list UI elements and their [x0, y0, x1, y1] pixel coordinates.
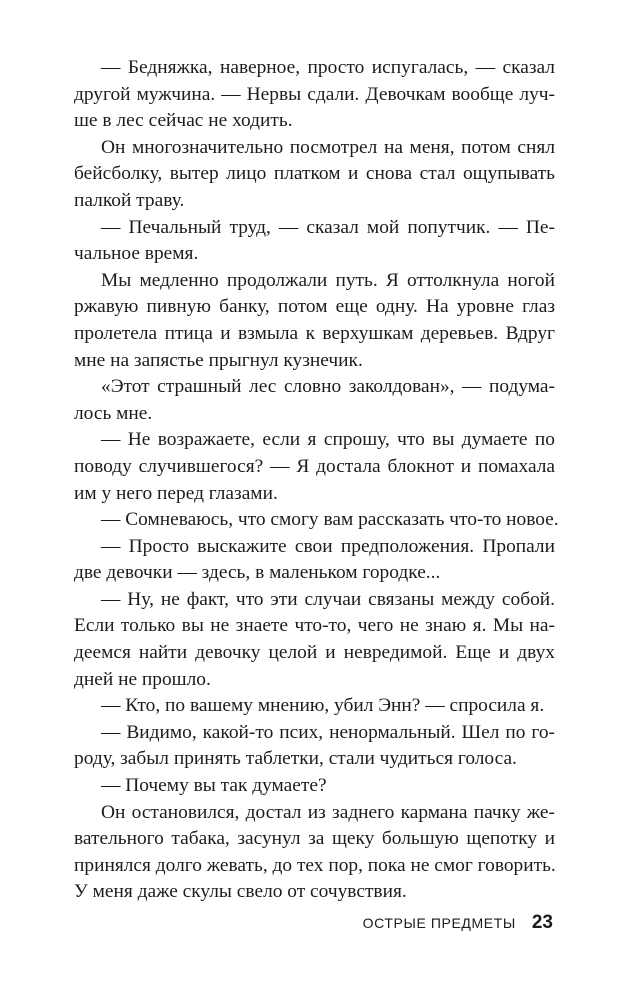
text-line: У меня даже скулы свело от сочувствия. — [74, 881, 407, 903]
text-line: две девочки — здесь, в маленьком городке... — [74, 562, 441, 584]
text-line: деемся найти девочку целой и невредимой. Еще и двух — [74, 642, 555, 664]
text-line: Если только вы не знаете что-то, чего не знаю я. Мы на- — [74, 615, 555, 637]
text-line: лось мне. — [74, 402, 153, 424]
text-line: роду, забыл принять таблетки, стали чудиться голоса. — [74, 748, 517, 770]
text-line: чальное время. — [74, 243, 199, 265]
text-line: принялся долго жевать, до тех пор, пока не смог говорить. — [74, 854, 556, 876]
text-line: — Не возражаете, если я спрошу, что вы думаете по — [101, 429, 555, 451]
page-number: 23 — [531, 912, 553, 933]
text-line: — Почему вы так думаете? — [101, 775, 327, 797]
text-line: — Сомневаюсь, что смогу вам рассказать что-то новое. — [101, 509, 559, 531]
text-line: поводу случившегося? — Я достала блокнот и помахала — [74, 455, 555, 477]
text-line: бейсболку, вытер лицо платком и снова стал ощупывать — [74, 163, 555, 185]
text-line: — Видимо, какой-то псих, ненормальный. Шел по го- — [101, 721, 555, 743]
text-line: — Бедняжка, наверное, просто испугалась, — сказал — [101, 57, 555, 78]
text-line: им у него перед глазами. — [74, 482, 278, 504]
text-line: — Кто, по вашему мнению, убил Энн? — спросила я. — [101, 695, 545, 717]
text-line: Он остановился, достал из заднего кармана пачку же- — [101, 801, 555, 823]
text-line: — Ну, не факт, что эти случаи связаны между собой. — [101, 588, 555, 610]
running-title: ОСТРЫЕ ПРЕДМЕТЫ — [362, 915, 516, 931]
page-body-text — [74, 55, 559, 906]
text-line: дней не прошло. — [74, 668, 211, 690]
text-line: Он многозначительно посмотрел на меня, потом снял — [101, 136, 555, 158]
text-line: — Просто выскажите свои предположения. Пропали — [101, 535, 555, 557]
text-line: другой мужчина. — Нервы сдали. Девочкам вообще луч- — [74, 83, 555, 105]
text-line: палкой траву. — [74, 189, 185, 211]
text-line: — Печальный труд, — сказал мой попутчик. — Пе- — [101, 216, 555, 238]
text-line: мне на запястье прыгнул кузнечик. — [74, 349, 363, 371]
text-line: ше в лес сейчас не ходить. — [74, 110, 293, 132]
page-footer — [0, 912, 553, 934]
text-line: вательного табака, засунул за щеку большую щепотку и — [74, 828, 555, 850]
text-line: «Этот страшный лес словно заколдован», — подума- — [101, 376, 555, 398]
text-line: ржавую пивную банку, потом еще одну. На уровне глаз — [74, 296, 555, 318]
text-line: Мы медленно продолжали путь. Я оттолкнула ногой — [101, 269, 555, 291]
text-line: пролетела птица и взмыла к верхушкам деревьев. Вдруг — [74, 322, 555, 344]
